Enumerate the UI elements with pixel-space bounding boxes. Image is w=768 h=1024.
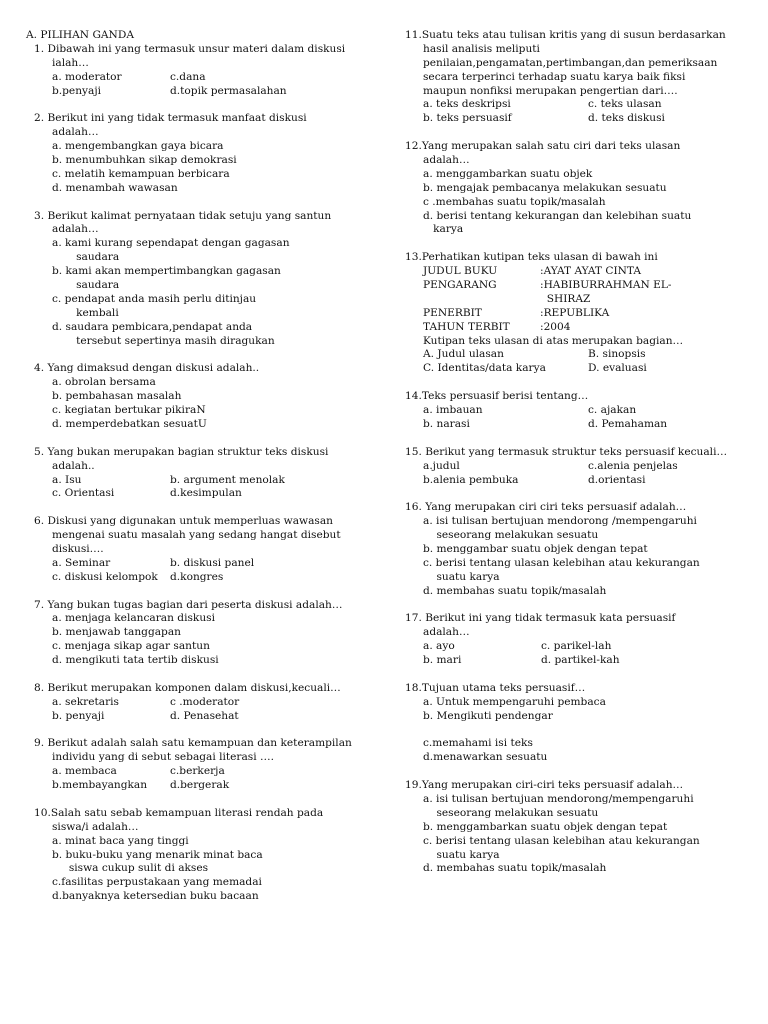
option: a. isi tulisan bertujuan mendorong /mempengaruhi bbox=[423, 515, 697, 528]
question-19: 19.Yang merupakan ciri-ciri teks persuasif adalah… a. isi tulisan bertujuan mendorong/mempengaruhi seseorang melakukan sesuatu b. menggambarkan suatu objek dengan tepat c. berisi tentang ulasan kelebihan atau kekurangan suatu karya d. membahas suatu topik/masalah bbox=[405, 779, 745, 876]
options-row bbox=[26, 571, 376, 585]
option: B. sinopsis bbox=[588, 348, 646, 361]
left-column bbox=[26, 29, 376, 918]
option: d.orientasi bbox=[588, 473, 646, 486]
option-continued: seseorang melakukan sesuatu bbox=[423, 806, 599, 819]
options-row bbox=[26, 765, 376, 779]
identity-value: :HABIBURRAHMAN EL- bbox=[540, 279, 672, 292]
option-continued: saudara bbox=[66, 251, 120, 264]
question-4: 4. Yang dimaksud dengan diskusi adalah.. a. obrolan bersama b. pembahasan masalah c. kegiatan bertukar pikiraN d. memperdebatkan sesuatU bbox=[26, 362, 376, 431]
option: b. menggambarkan suatu objek dengan tepat bbox=[423, 820, 668, 833]
option-continued: tersebut sepertinya masih diragukan bbox=[66, 334, 275, 347]
option: b. menggambar suatu objek dengan tepat bbox=[423, 542, 648, 555]
option: d.bergerak bbox=[170, 779, 230, 792]
options-row bbox=[405, 404, 745, 418]
option: d. Penasehat bbox=[170, 709, 239, 722]
option: a. Seminar bbox=[52, 556, 111, 569]
options-row bbox=[405, 474, 745, 488]
identity-value: :AYAT AYAT CINTA bbox=[540, 265, 642, 278]
option: c. teks ulasan bbox=[588, 98, 662, 111]
option: d. partikel-kah bbox=[541, 654, 620, 667]
identity-row bbox=[405, 279, 745, 293]
option: c .membahas suatu topik/masalah bbox=[423, 195, 606, 208]
options-row bbox=[405, 362, 745, 376]
identity-key: PENERBIT bbox=[423, 306, 482, 319]
option: d.kongres bbox=[170, 570, 224, 583]
option: c.dana bbox=[170, 70, 206, 83]
identity-key: TAHUN TERBIT bbox=[423, 320, 510, 333]
option: d. Pemahaman bbox=[588, 417, 668, 430]
identity-row bbox=[405, 265, 745, 279]
identity-key: PENGARANG bbox=[423, 279, 497, 292]
option: c.fasilitas perpustakaan yang memadai bbox=[52, 876, 262, 889]
option: d.banyaknya ketersedian buku bacaan bbox=[52, 890, 259, 903]
options-row bbox=[26, 696, 376, 710]
option: c. melatih kemampuan berbicara bbox=[52, 167, 230, 180]
question-6: 6. Diskusi yang digunakan untuk memperluas wawasan mengenai suatu masalah yang sedang hangat disebut diskusi…. a. Seminar b. diskusi panel c. diskusi kelompok d.kongres bbox=[26, 515, 376, 584]
option: b. pembahasan masalah bbox=[52, 390, 182, 403]
options-row bbox=[405, 418, 745, 432]
question-15: 15. Berikut yang termasuk struktur teks persuasif kecuali… a.judul c.alenia penjelas b.alenia pembuka d.orientasi bbox=[405, 446, 745, 488]
option: a. membaca bbox=[52, 765, 117, 778]
option: c.alenia penjelas bbox=[588, 459, 678, 472]
option: d. berisi tentang kekurangan dan kelebihan suatu bbox=[423, 209, 692, 222]
option-continued: suatu karya bbox=[423, 848, 500, 861]
options-row bbox=[405, 112, 745, 126]
question-14: 14.Teks persuasif berisi tentang… a. imbauan c. ajakan b. narasi d. Pemahaman bbox=[405, 390, 745, 432]
option: a. imbauan bbox=[423, 404, 483, 417]
question-16: 16. Yang merupakan ciri ciri teks persuasif adalah… a. isi tulisan bertujuan mendorong /mempengaruhi seseorang melakukan sesuatu b. menggambar suatu objek dengan tepat c. berisi tentang ulasan kelebihan atau kekurangan suatu karya d. membahas suatu topik/masalah bbox=[405, 501, 745, 598]
question-5: 5. Yang bukan merupakan bagian struktur teks diskusi adalah.. a. Isu b. argument menolak c. Orientasi d.kesimpulan bbox=[26, 446, 376, 502]
question-18: 18.Tujuan utama teks persuasif… a. Untuk mempengaruhi pembaca b. Mengikuti pendengar c.memahami isi teks d.menawarkan sesuatu bbox=[405, 682, 745, 765]
question-11: 11.Suatu teks atau tulisan kritis yang di susun berdasarkan hasil analisis meliputi penilaian,pengamatan,pertimbangan,dan pemeriksaan secara terperinci terhadap suatu karya baik fiksi maupun nonfiksi merupakan pengertian dari…. a. teks deskripsi c. teks ulasan b. teks persuasif d. teks diskusi bbox=[405, 29, 745, 126]
option: a. minat baca yang tinggi bbox=[52, 834, 189, 847]
option: a. teks deskripsi bbox=[423, 98, 511, 111]
option: b. argument menolak bbox=[170, 473, 285, 486]
option: d. mengikuti tata tertib diskusi bbox=[52, 654, 219, 667]
option: a. Isu bbox=[52, 473, 82, 486]
option: b. teks persuasif bbox=[423, 112, 512, 125]
question-1: 1. Dibawah ini yang termasuk unsur materi dalam diskusi ialah… a. moderator c.dana b.penyaji d.topik permasalahan bbox=[26, 43, 376, 99]
option: b. kami akan mempertimbangkan gagasan bbox=[52, 265, 281, 278]
option-continued: suatu karya bbox=[423, 570, 500, 583]
option: c.berkerja bbox=[170, 765, 225, 778]
option: d.topik permasalahan bbox=[170, 84, 287, 97]
identity-value: SHIRAZ bbox=[540, 292, 591, 305]
option: d. memperdebatkan sesuatU bbox=[52, 417, 207, 430]
options-row bbox=[26, 710, 376, 724]
option: c. menjaga sikap agar santun bbox=[52, 640, 210, 653]
question-8: 8. Berikut merupakan komponen dalam diskusi,kecuali… a. sekretaris c .moderator b. penyaji d. Penasehat bbox=[26, 682, 376, 724]
option: d. menambah wawasan bbox=[52, 181, 178, 194]
option-continued: siswa cukup sulit di akses bbox=[52, 862, 209, 875]
option: a. ayo bbox=[423, 640, 455, 653]
option: b. penyaji bbox=[52, 709, 105, 722]
identity-row bbox=[405, 321, 745, 335]
option: D. evaluasi bbox=[588, 362, 647, 375]
option: d. teks diskusi bbox=[588, 112, 665, 125]
option: b.membayangkan bbox=[52, 779, 148, 792]
options-row bbox=[26, 71, 376, 85]
option: a. sekretaris bbox=[52, 695, 119, 708]
option: d. membahas suatu topik/masalah bbox=[423, 584, 607, 597]
option: b. menumbuhkan sikap demokrasi bbox=[52, 154, 237, 167]
option: b. mari bbox=[423, 654, 462, 667]
blank-line bbox=[405, 724, 745, 738]
option: A. Judul ulasan bbox=[423, 348, 504, 361]
options-row bbox=[26, 85, 376, 99]
option: b.alenia pembuka bbox=[423, 473, 519, 486]
identity-key bbox=[423, 293, 540, 307]
right-column bbox=[405, 29, 745, 890]
identity-key: JUDUL BUKU bbox=[423, 265, 498, 278]
identity-value: :2004 bbox=[540, 320, 571, 333]
option: c. parikel-lah bbox=[541, 640, 612, 653]
option: d. membahas suatu topik/masalah bbox=[423, 862, 607, 875]
option: c. berisi tentang ulasan kelebihan atau kekurangan bbox=[423, 834, 700, 847]
option-continued: kembali bbox=[66, 306, 119, 319]
option-continued: seseorang melakukan sesuatu bbox=[423, 529, 599, 542]
question-12: 12.Yang merupakan salah satu ciri dari teks ulasan adalah… a. menggambarkan suatu objek b. mengajak pembacanya melakukan sesuatu c .membahas suatu topik/masalah d. berisi tentang kekurangan dan kelebihan suatu karya bbox=[405, 140, 745, 237]
question-9: 9. Berikut adalah salah satu kemampuan dan keterampilan individu yang di sebut sebagai literasi …. a. membaca c.berkerja b.membayangkan d.bergerak bbox=[26, 737, 376, 793]
question-10: 10.Salah satu sebab kemampuan literasi rendah pada siswa/i adalah… a. minat baca yang tinggi b. buku-buku yang menarik minat baca siswa cukup sulit di akses c.fasilitas perpustakaan yang memadai d.banyaknya ketersedian buku bacaan bbox=[26, 807, 376, 904]
question-3: 3. Berikut kalimat pernyataan tidak setuju yang santun adalah… a. kami kurang sependapat dengan gagasan saudara b. kami akan mempertimbangkan gagasan saudara c. pendapat anda masih perlu ditinjau kembali d. saudara pembicara,pendapat anda tersebut sepertinya masih diragukan bbox=[26, 210, 376, 349]
option: b. menjawab tanggapan bbox=[52, 626, 181, 639]
option: b. narasi bbox=[423, 417, 470, 430]
identity-row bbox=[405, 293, 745, 307]
option: d.kesimpulan bbox=[170, 487, 242, 500]
option: c. Orientasi bbox=[52, 487, 115, 500]
option: b. buku-buku yang menarik minat baca bbox=[52, 848, 263, 861]
option: a. kami kurang sependapat dengan gagasan bbox=[52, 237, 290, 250]
option: a.judul bbox=[423, 459, 460, 472]
question-2: 2. Berikut ini yang tidak termasuk manfaat diskusi adalah… a. mengembangkan gaya bicara b. menumbuhkan sikap demokrasi c. melatih kemampuan berbicara d. menambah wawasan bbox=[26, 112, 376, 195]
option: a. moderator bbox=[52, 70, 122, 83]
option: b.penyaji bbox=[52, 84, 101, 97]
section-title: A. PILIHAN GANDA bbox=[26, 29, 134, 41]
options-row bbox=[405, 98, 745, 112]
option: d.menawarkan sesuatu bbox=[423, 751, 548, 764]
option: a. Untuk mempengaruhi pembaca bbox=[423, 695, 606, 708]
options-row bbox=[405, 348, 745, 362]
option: C. Identitas/data karya bbox=[423, 362, 546, 375]
option-continued: saudara bbox=[66, 279, 120, 292]
option: c. kegiatan bertukar pikiraN bbox=[52, 404, 206, 417]
options-row bbox=[26, 779, 376, 793]
option: b. diskusi panel bbox=[170, 556, 255, 569]
question-17: 17. Berikut ini yang tidak termasuk kata persuasif adalah… a. ayo c. parikel-lah b. mari d. partikel-kah bbox=[405, 612, 745, 668]
options-row bbox=[26, 487, 376, 501]
option: c. diskusi kelompok bbox=[52, 570, 158, 583]
options-row bbox=[405, 460, 745, 474]
identity-value: :REPUBLIKA bbox=[540, 306, 610, 319]
identity-row bbox=[405, 307, 745, 321]
option: a. obrolan bersama bbox=[52, 376, 156, 389]
options-row bbox=[26, 474, 376, 488]
option: a. mengembangkan gaya bicara bbox=[52, 140, 224, 153]
options-row bbox=[26, 557, 376, 571]
option: b. mengajak pembacanya melakukan sesuatu bbox=[423, 181, 667, 194]
option: a. isi tulisan bertujuan mendorong/mempengaruhi bbox=[423, 792, 694, 805]
options-row bbox=[405, 654, 745, 668]
question-7: 7. Yang bukan tugas bagian dari peserta diskusi adalah… a. menjaga kelancaran diskusi b. menjawab tanggapan c. menjaga sikap agar santun d. mengikuti tata tertib diskusi bbox=[26, 599, 376, 668]
options-row bbox=[405, 640, 745, 654]
option: a. menggambarkan suatu objek bbox=[423, 167, 593, 180]
option: c. pendapat anda masih perlu ditinjau bbox=[52, 292, 257, 305]
option: d. saudara pembicara,pendapat anda bbox=[52, 320, 253, 333]
option: c .moderator bbox=[170, 695, 240, 708]
option: c.memahami isi teks bbox=[423, 737, 533, 750]
option: b. Mengikuti pendengar bbox=[423, 709, 553, 722]
option-continued: karya bbox=[423, 223, 464, 236]
question-13: 13.Perhatikan kutipan teks ulasan di bawah ini JUDUL BUKU :AYAT AYAT CINTA PENGARANG :HABIBURRAHMAN EL- SHIRAZ PENERBIT :REPUBLIKA TAHUN TERBIT :2004 Kutipan teks ulasan di atas merupakan bagian… A. Judul ulasan B. sinopsis C. Identitas/data karya D. evaluasi bbox=[405, 251, 745, 376]
option: c. ajakan bbox=[588, 404, 637, 417]
option: a. menjaga kelancaran diskusi bbox=[52, 612, 215, 625]
option: c. berisi tentang ulasan kelebihan atau kekurangan bbox=[423, 556, 700, 569]
